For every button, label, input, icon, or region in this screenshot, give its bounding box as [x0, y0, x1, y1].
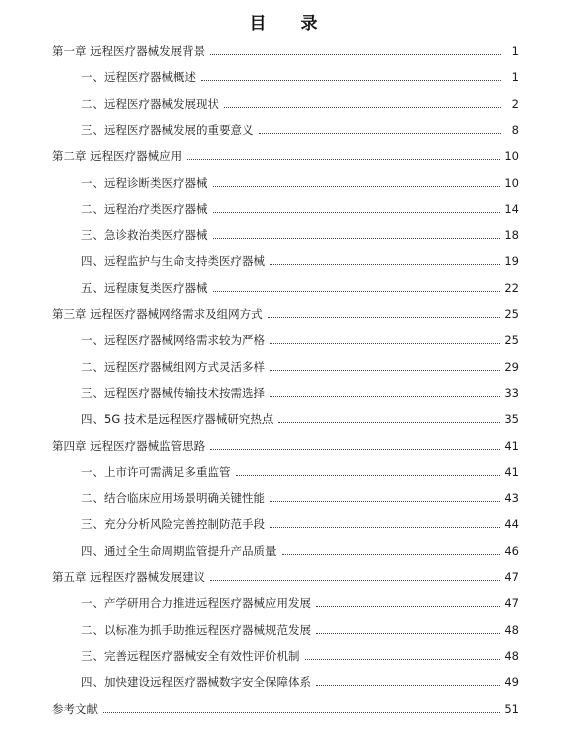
toc-page-number: 48 — [504, 648, 519, 663]
toc-section-entry[interactable] — [81, 329, 519, 347]
toc-entry-title: 二、远程治疗类医疗器械 — [81, 201, 208, 216]
toc-entry-title: 一、远程诊断类医疗器械 — [81, 175, 208, 190]
toc-section-entry[interactable] — [81, 645, 519, 663]
toc-page-number: 8 — [511, 122, 519, 137]
toc-entry-title: 四、通过全生命周期监管提升产品质量 — [81, 543, 277, 558]
toc-entry-title: 一、产学研用合力推进远程医疗器械应用发展 — [81, 596, 311, 611]
toc-section-entry[interactable] — [81, 513, 519, 531]
dot-leader — [224, 107, 501, 108]
toc-entry-title: 三、远程医疗器械传输技术按需选择 — [81, 385, 265, 400]
toc-entry-title: 二、远程医疗器械组网方式灵活多样 — [81, 359, 265, 374]
toc-section-entry[interactable] — [81, 356, 519, 374]
dot-leader — [213, 238, 501, 239]
toc-section-entry[interactable] — [81, 671, 519, 689]
toc-entry-title: 一、远程医疗器械网络需求较为严格 — [81, 333, 265, 348]
dot-leader — [236, 475, 501, 476]
toc-page-number: 25 — [504, 307, 519, 321]
toc-section-entry[interactable] — [81, 461, 519, 479]
toc-chapter-entry[interactable] — [52, 566, 519, 584]
toc-entry-title: 二、以标准为抓手助推远程医疗器械规范发展 — [81, 622, 311, 637]
toc-chapter-entry[interactable] — [52, 435, 519, 453]
dot-leader — [305, 659, 501, 660]
toc-section-entry[interactable] — [81, 540, 519, 558]
dot-leader — [270, 343, 500, 344]
toc-entry-title: 二、远程医疗器械发展现状 — [81, 96, 219, 111]
dot-leader — [210, 580, 500, 581]
dot-leader — [270, 264, 500, 265]
toc-page-number: 1 — [511, 44, 519, 58]
dot-leader — [270, 501, 500, 502]
dot-leader — [316, 633, 500, 634]
toc-section-entry[interactable] — [81, 277, 519, 295]
toc-page-number: 51 — [504, 701, 519, 716]
toc-section-entry[interactable] — [81, 250, 519, 268]
toc-page-number: 47 — [504, 570, 519, 584]
toc-page-number: 33 — [504, 385, 519, 400]
dot-leader — [316, 606, 500, 607]
toc-entry-title: 四、远程监护与生命支持类医疗器械 — [81, 254, 265, 269]
toc-page-number: 2 — [511, 96, 519, 111]
toc-page-number: 47 — [504, 596, 519, 611]
toc-page-number: 44 — [504, 517, 519, 532]
toc-entry-title: 三、完善远程医疗器械安全有效性评价机制 — [81, 648, 300, 663]
toc-page-number: 10 — [504, 149, 519, 164]
toc-page-number: 25 — [504, 333, 519, 348]
toc-entry-title: 二、结合临床应用场景明确关键性能 — [81, 491, 265, 506]
dot-leader — [278, 422, 500, 423]
dot-leader — [213, 291, 501, 292]
toc-entry-title: 三、充分分析风险完善控制防范手段 — [81, 517, 265, 532]
toc-page-number: 18 — [504, 228, 519, 243]
toc-section-entry[interactable] — [81, 119, 519, 137]
dot-leader — [210, 54, 501, 55]
toc-entry-title: 一、远程医疗器械概述 — [81, 70, 196, 85]
toc-page-number: 22 — [504, 280, 519, 295]
dot-leader — [268, 317, 501, 318]
dot-leader — [103, 712, 500, 713]
toc-entry-title: 第一章 远程医疗器械发展背景 — [52, 44, 206, 58]
toc-section-entry[interactable] — [81, 198, 519, 216]
dot-leader — [259, 133, 502, 134]
toc-page-number: 14 — [504, 201, 519, 216]
toc-page-number: 48 — [504, 622, 519, 637]
toc-page-number: 41 — [504, 438, 519, 453]
toc-page-number: 46 — [504, 543, 519, 558]
toc-entry-title: 三、急诊救治类医疗器械 — [81, 228, 208, 243]
dot-leader — [187, 159, 500, 160]
toc-entry-title: 第四章 远程医疗器械监管思路 — [52, 438, 206, 453]
toc-section-entry[interactable] — [81, 487, 519, 505]
toc-entry-title: 第三章 远程医疗器械网络需求及组网方式 — [52, 307, 263, 321]
toc-page-number: 1 — [511, 70, 519, 85]
toc-references-entry[interactable] — [52, 698, 519, 716]
dot-leader — [210, 449, 500, 450]
toc-entry-title: 五、远程康复类医疗器械 — [81, 280, 208, 295]
toc-entry-title: 第五章 远程医疗器械发展建议 — [52, 570, 206, 584]
toc-entry-title: 一、上市许可需满足多重监管 — [81, 464, 231, 479]
toc-page-number: 19 — [504, 254, 519, 269]
toc-page-number: 49 — [504, 675, 519, 690]
dot-leader — [270, 370, 500, 371]
toc-page-number: 29 — [504, 359, 519, 374]
dot-leader — [213, 212, 501, 213]
dot-leader — [270, 527, 500, 528]
toc-heading: 目 录 — [249, 14, 332, 34]
toc-page-number: 35 — [504, 412, 519, 427]
toc-entry-title: 参考文献 — [52, 701, 98, 716]
toc-entry-title: 四、加快建设远程医疗器械数字安全保障体系 — [81, 675, 311, 690]
toc-section-entry[interactable] — [81, 224, 519, 242]
toc-entry-title: 第二章 远程医疗器械应用 — [52, 149, 183, 164]
dot-leader — [316, 685, 500, 686]
toc-section-entry[interactable] — [81, 66, 519, 84]
toc-section-entry[interactable] — [81, 93, 519, 111]
toc-section-entry[interactable] — [81, 408, 519, 426]
dot-leader — [201, 80, 501, 81]
dot-leader — [270, 396, 500, 397]
toc-chapter-entry[interactable] — [52, 145, 519, 163]
toc-entry-title: 四、5G 技术是远程医疗器械研究热点 — [81, 412, 274, 427]
dot-leader — [282, 554, 501, 555]
toc-section-entry[interactable] — [81, 382, 519, 400]
toc-section-entry[interactable] — [81, 172, 519, 190]
toc-page-number: 41 — [504, 464, 519, 479]
toc-section-entry[interactable] — [81, 592, 519, 610]
toc-section-entry[interactable] — [81, 619, 519, 637]
dot-leader — [213, 186, 501, 187]
toc-chapter-entry[interactable] — [52, 303, 519, 321]
toc-entry-title: 三、远程医疗器械发展的重要意义 — [81, 122, 254, 137]
toc-chapter-entry[interactable] — [52, 40, 519, 58]
toc-page-number: 43 — [504, 491, 519, 506]
toc-page-number: 10 — [504, 175, 519, 190]
